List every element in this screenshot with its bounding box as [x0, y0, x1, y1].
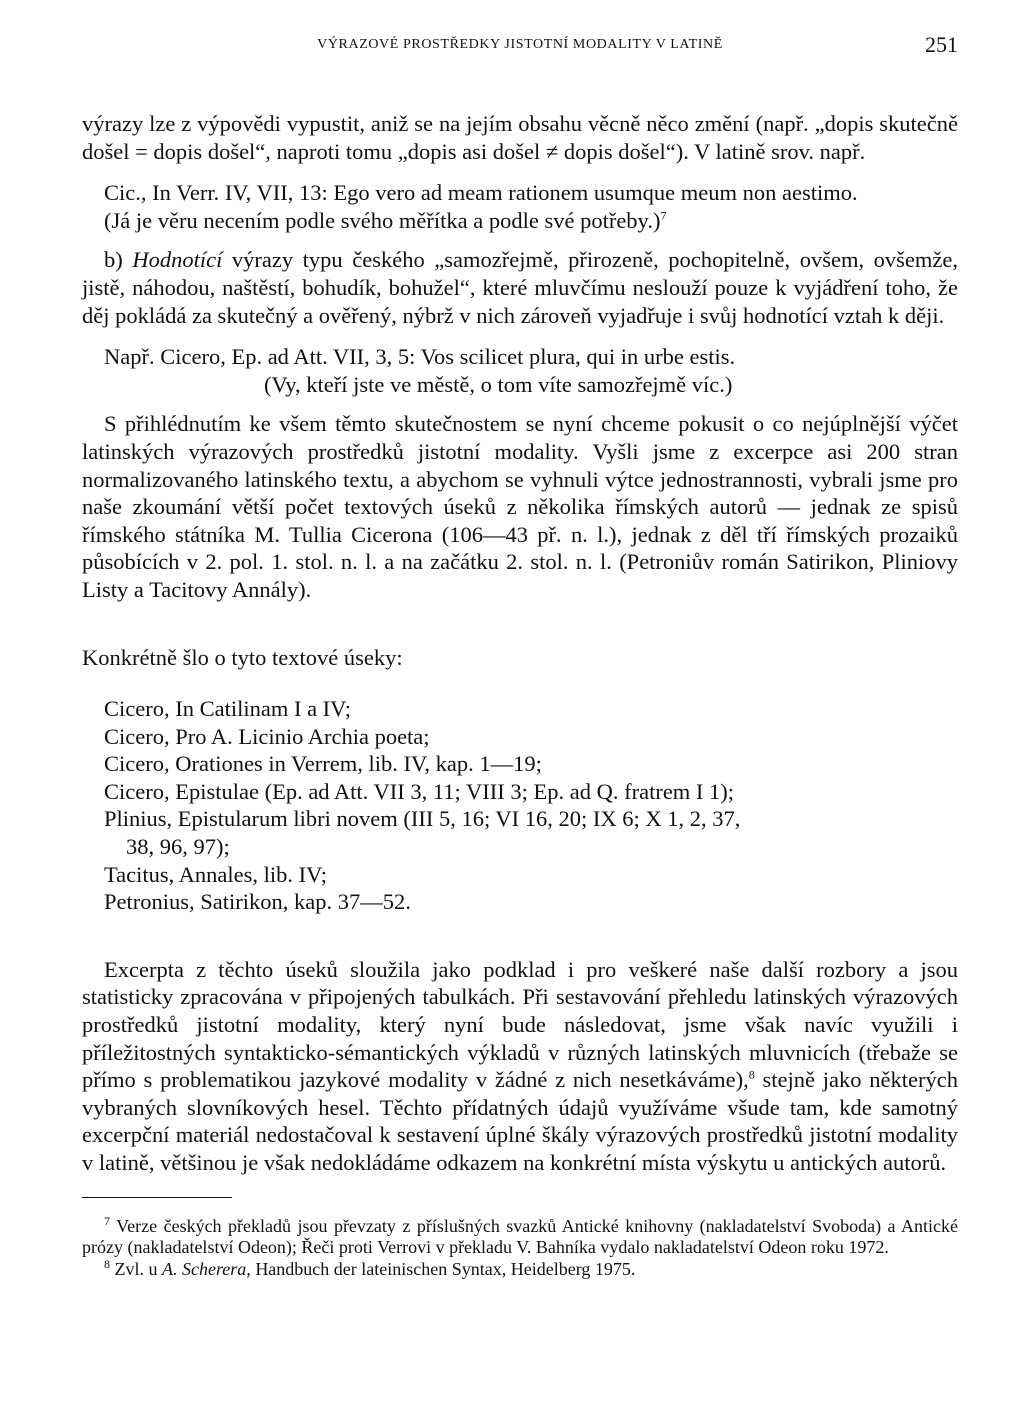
list-intro: Konkrétně šlo o tyto textové úseky: — [82, 644, 403, 670]
running-title: VÝRAZOVÉ PROSTŘEDKY JISTOTNÍ MODALITY V LATINĚ — [317, 37, 723, 52]
footnote-divider — [82, 1197, 232, 1198]
list-item: Petronius, Satirikon, kap. 37—52. — [104, 889, 411, 915]
emphasis-hodnotici: Hodnotící — [132, 247, 223, 273]
example-b-latin: Např. Cicero, Ep. ad Att. VII, 3, 5: Vos scilicet plura, qui in urbe estis. — [104, 344, 736, 370]
list-item: Cicero, Epistulae (Ep. ad Att. VII 3, 11; VIII 3; Ep. ad Q. fratrem I 1); — [104, 778, 735, 804]
list-item: Tacitus, Annales, lib. IV; — [104, 861, 327, 887]
list-item: Plinius, Epistularum libri novem (III 5, 16; VI 16, 20; IX 6; X 1, 2, 37, 38, 96, 97); — [104, 806, 741, 860]
excerpts-paragraph: Excerpta z těchto úseků sloužila jako podklad i pro veškeré naše další rozbory a jsou statisticky zpracována v připojených tabulkách. Při sestavování přehledu latinských výrazových prostředků jistotní modality, který nyní bude následovat, jsme však navíc využili i příležitostných syntakticko-sémantických výkladů v různých latinských mluvnicích (třebaže se přímo s problematikou jazykové modality v žádné z nich nesetkáváme),$^8$ stejně jako některých vybraných slovníkových hesel. Těchto přídatných údajů využíváme všude tam, kde samotný excerpční materiál nedostačoval k sestavení úplné škály výrazových prostředků jistotní modality v latině, většinou je však nedokládáme odkazem na konkrétní místa výskytu u antických autorů. — [82, 956, 958, 1175]
running-header — [82, 28, 958, 62]
example-a-czech: (Já je věru necením podle svého měřítka a podle své potřeby.)$^7$ — [104, 207, 667, 233]
footnote-ref-8[interactable]: 8 — [748, 1067, 755, 1082]
sources-paragraph: S přihlédnutím ke všem těmto skutečnostem se nyní chceme pokusit o co nejúplnější výčet latinských výrazových prostředků jistotní modality. Vyšli jsme z excerpce asi 200 stran normalizovaného latinského textu, a abychom se vyhnuli výtce jednostrannosti, vybrali jsme pro naše zkoumání větší počet textových úseků z několika římských autorů — jednak ze spisů římského státníka M. Tullia Cicerona (106—43 př. n. l.), jednak z děl tří římských prozaiků působících v 2. pol. 1. stol. n. l. a na začátku 2. stol. n. l. (Petroniův román Satirikon, Pliniovy Listy a Tacitovy Annály). — [82, 411, 958, 602]
list-item: Cicero, Orationes in Verrem, lib. IV, kap. 1—19; — [104, 751, 542, 777]
example-a — [82, 179, 958, 234]
footnote-8: $^8$ Zvl. u A. Scherera, Handbuch der lateinischen Syntax, Heidelberg 1975. — [104, 1256, 636, 1279]
example-a-latin: Cic., In Verr. IV, VII, 13: Ego vero ad meam rationem usumque meum non aestimo. — [104, 180, 858, 206]
text-list — [104, 695, 958, 916]
list-item: Cicero, In Catilinam I a IV; — [104, 696, 352, 722]
paragraph-b: b) Hodnotící výrazy typu českého „samozřejmě, přirozeně, pochopitelně, ovšem, ovšemže, jistě, náhodou, naštěstí, bohudík, bohužel“, které mluvčímu neslouží pouze k vyjádření toho, že děj pokládá za skutečný a ověřený, nýbrž v nich zároveň vyjadřuje i svůj hodnotící vztah k ději. — [82, 247, 958, 328]
footnotes — [82, 1213, 958, 1281]
list-item: Cicero, Pro A. Licinio Archia poeta; — [104, 723, 430, 749]
page-number: 251 — [925, 32, 958, 57]
example-b-czech: (Vy, kteří jste ve městě, o tom víte samozřejmě víc.) — [264, 371, 733, 397]
footnote-ref-7[interactable]: 7 — [660, 208, 667, 223]
example-b — [82, 343, 958, 398]
footnote-7: $^7$ Verze českých překladů jsou převzaty z příslušných svazků Antické knihovny (nakladatelství Svoboda) a Antické prózy (nakladatelství Odeon); Řeči proti Verrovi v překladu V. Bahníka vydalo nakladatelství Odeon roku 1972. — [82, 1213, 958, 1258]
intro-paragraph: výrazy lze z výpovědi vypustit, aniž se na jejím obsahu věcně něco změní (např. „dopis skutečně došel = dopis došel“, naproti tomu „dopis asi došel ≠ dopis došel“). V latině srov. např. — [82, 111, 958, 164]
